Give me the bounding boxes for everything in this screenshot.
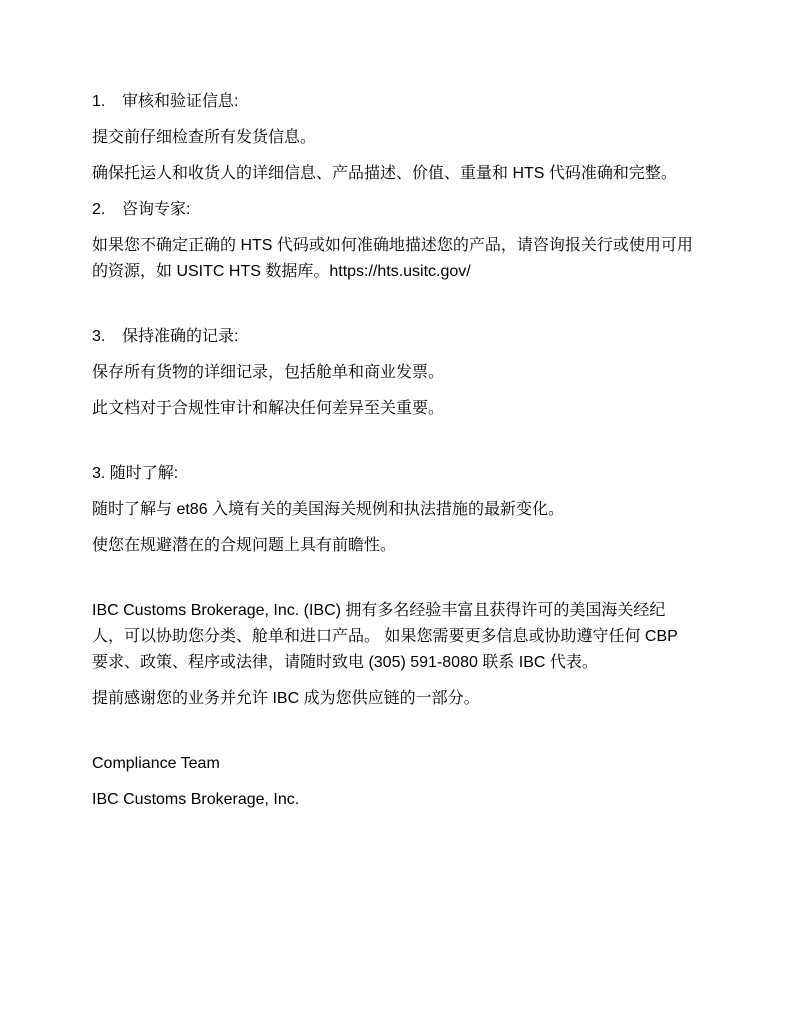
paragraph-check-shipping-info: 提交前仔细检查所有发货信息。 bbox=[92, 129, 317, 146]
blank-line bbox=[92, 432, 696, 451]
blank-line bbox=[92, 569, 696, 588]
paragraph-ibc-brokerage-contact: IBC Customs Brokerage, Inc. (IBC) 拥有多名经验丰富且获得许可的美国海关经纪人，可以协助您分类、舱单和进口产品。 如果您需要更多信息或协助遵守任何 CBP 要求、政策、程序或法律，请随时致电 (305) 591-8080 联系 IBC 代表。 bbox=[92, 602, 678, 671]
paragraph-thank-you: 提前感谢您的业务并允许 IBC 成为您供应链的一部分。 bbox=[92, 690, 480, 707]
signature-company-name: IBC Customs Brokerage, Inc. bbox=[92, 791, 300, 808]
paragraph-hts-code-resources bbox=[92, 233, 696, 285]
list-item-review-verify bbox=[92, 89, 696, 115]
list-number: 2. bbox=[92, 201, 106, 218]
paragraph-ensure-details-complete: 确保托运人和收货人的详细信息、产品描述、价值、重量和 HTS 代码准确和完整。 bbox=[92, 165, 677, 182]
paragraph-documentation-importance: 此文档对于合规性审计和解决任何差异至关重要。 bbox=[92, 400, 445, 417]
paragraph-text: 如果您不确定正确的 HTS 代码或如何准确地描述您的产品，请咨询报关行或使用可用的资源，如 USITC HTS 数据库。 bbox=[92, 237, 693, 280]
document-body bbox=[92, 89, 696, 823]
list-number: 3. bbox=[92, 328, 106, 345]
list-item-stay-informed: 3. 随时了解: bbox=[92, 465, 179, 482]
list-item-keep-records bbox=[92, 324, 696, 350]
hts-database-url[interactable]: https://hts.usitc.gov/ bbox=[329, 263, 471, 280]
list-item-label: 咨询专家: bbox=[122, 201, 191, 218]
signature-team-name: Compliance Team bbox=[92, 755, 220, 772]
paragraph-proactive-compliance: 使您在规避潜在的合规问题上具有前瞻性。 bbox=[92, 537, 397, 554]
blank-line bbox=[92, 722, 696, 741]
paragraph-et86-regulations: 随时了解与 et86 入境有关的美国海关规例和执法措施的最新变化。 bbox=[92, 501, 565, 518]
blank-line bbox=[92, 295, 696, 314]
list-item-consult-expert bbox=[92, 197, 696, 223]
list-item-label: 审核和验证信息: bbox=[122, 93, 239, 110]
list-number: 1. bbox=[92, 93, 106, 110]
paragraph-keep-detailed-records: 保存所有货物的详细记录，包括舱单和商业发票。 bbox=[92, 364, 445, 381]
list-item-label: 保持准确的记录: bbox=[122, 328, 239, 345]
